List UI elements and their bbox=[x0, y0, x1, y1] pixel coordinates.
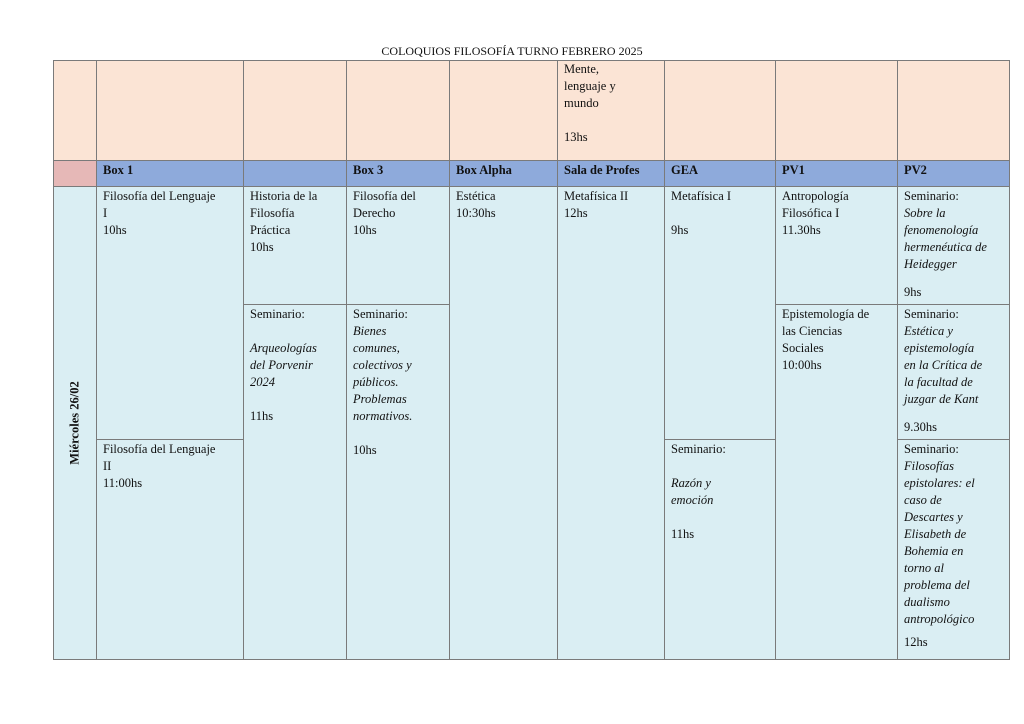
room-header: Box 1 bbox=[97, 161, 244, 187]
schedule-cell-pv2-c: Seminario: Filosofías epistolares: el caso de Descartes y Elisabeth de Bohemia en torno al problema del dualismo antropológico 12hs bbox=[898, 440, 1010, 660]
room-header: PV1 bbox=[776, 161, 898, 187]
day-label: Miércoles 26/02 bbox=[53, 187, 97, 660]
room-header bbox=[244, 161, 347, 187]
schedule-cell-box1-a: Filosofía del Lenguaje I 10hs bbox=[97, 187, 244, 440]
schedule-cell-col2-a: Historia de la Filosofía Práctica 10hs bbox=[244, 187, 347, 305]
room-header: GEA bbox=[665, 161, 776, 187]
top-cell-1 bbox=[97, 60, 244, 161]
top-cell-6 bbox=[665, 60, 776, 161]
schedule-cell-gea-a: Metafísica I 9hs bbox=[665, 187, 776, 440]
schedule-cell-pv2-a: Seminario: Sobre la fenomenología hermenéutica de Heidegger 9hs bbox=[898, 187, 1010, 305]
header-corner bbox=[53, 161, 97, 187]
top-cell-3 bbox=[347, 60, 450, 161]
top-cell-7 bbox=[776, 60, 898, 161]
top-cell-8 bbox=[898, 60, 1010, 161]
schedule-cell-gea-b: Seminario: Razón y emoción 11hs bbox=[665, 440, 776, 660]
top-cell-0 bbox=[53, 60, 97, 161]
schedule-cell-col2-b: Seminario: Arqueologías del Porvenir 2024 11hs bbox=[244, 305, 347, 660]
room-header: Box 3 bbox=[347, 161, 450, 187]
schedule-cell-alpha: Estética 10:30hs bbox=[450, 187, 558, 660]
schedule-cell-pv1-b: Epistemología de las Ciencias Sociales 10:00hs bbox=[776, 305, 898, 660]
room-header: Box Alpha bbox=[450, 161, 558, 187]
room-header: PV2 bbox=[898, 161, 1010, 187]
schedule-cell-box3-b: Seminario: Bienes comunes, colectivos y públicos. Problemas normativos. 10hs bbox=[347, 305, 450, 660]
schedule-cell-pv1-a: Antropología Filosófica I 11.30hs bbox=[776, 187, 898, 305]
schedule-cell-box1-b: Filosofía del Lenguaje II 11:00hs bbox=[97, 440, 244, 660]
schedule-cell-sala: Metafísica II 12hs bbox=[558, 187, 665, 660]
room-header: Sala de Profes bbox=[558, 161, 665, 187]
top-cell-4 bbox=[450, 60, 558, 161]
top-cell-mente: Mente, lenguaje y mundo 13hs bbox=[558, 60, 665, 161]
top-cell-2 bbox=[244, 60, 347, 161]
schedule-cell-pv2-b: Seminario: Estética y epistemología en la Crítica de la facultad de juzgar de Kant 9.30hs bbox=[898, 305, 1010, 440]
schedule-cell-box3-a: Filosofía del Derecho 10hs bbox=[347, 187, 450, 305]
document-title: COLOQUIOS FILOSOFÍA TURNO FEBRERO 2025 bbox=[381, 44, 643, 58]
